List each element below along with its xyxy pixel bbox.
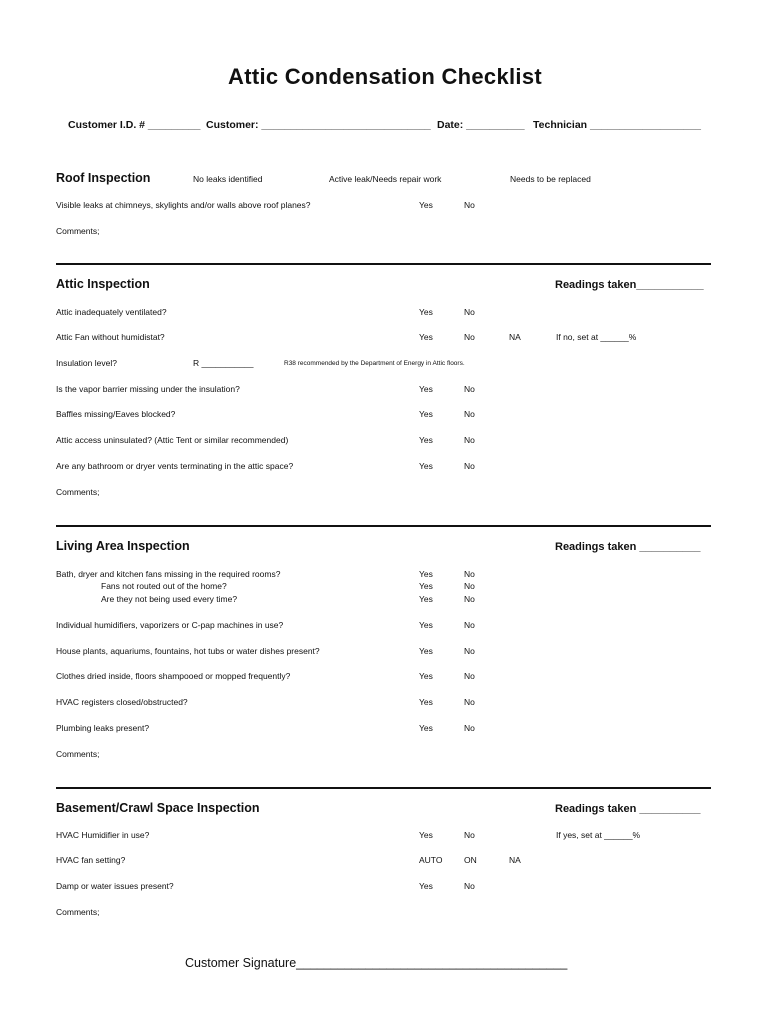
customer-id-field[interactable]: Customer I.D. # _________ xyxy=(68,119,201,131)
attic-q4-yes[interactable]: Yes xyxy=(419,384,433,394)
living-q2-no[interactable]: No xyxy=(464,620,475,630)
living-q1c-yes[interactable]: Yes xyxy=(419,594,433,604)
basement-comments[interactable]: Comments; xyxy=(56,907,100,917)
living-q2-yes[interactable]: Yes xyxy=(419,620,433,630)
attic-readings-taken[interactable]: Readings taken___________ xyxy=(555,279,704,291)
roof-question-visible-leaks: Visible leaks at chimneys, skylights and/or walls above roof planes? xyxy=(56,200,311,210)
living-question-plants: House plants, aquariums, fountains, hot tubs or water dishes present? xyxy=(56,646,320,656)
living-question-plumbing: Plumbing leaks present? xyxy=(56,723,150,733)
living-q1b-no[interactable]: No xyxy=(464,581,475,591)
page-title: Attic Condensation Checklist xyxy=(228,64,542,89)
attic-q5-no[interactable]: No xyxy=(464,409,475,419)
living-question-fans-routed: Fans not routed out of the home? xyxy=(101,581,227,591)
basement-question-fan-setting: HVAC fan setting? xyxy=(56,855,126,865)
roof-inspection-heading: Roof Inspection xyxy=(56,171,151,185)
basement-q1-yes[interactable]: Yes xyxy=(419,830,433,840)
living-question-fans-used: Are they not being used every time? xyxy=(101,594,238,604)
living-q4-no[interactable]: No xyxy=(464,671,475,681)
living-q1b-yes[interactable]: Yes xyxy=(419,581,433,591)
attic-question-insulation: Insulation level? xyxy=(56,358,117,368)
roof-option-no-leaks[interactable]: No leaks identified xyxy=(193,174,263,184)
attic-q2-no[interactable]: No xyxy=(464,332,475,342)
roof-q1-no[interactable]: No xyxy=(464,200,475,210)
section-divider xyxy=(56,525,711,527)
attic-q2-yes[interactable]: Yes xyxy=(419,332,433,342)
roof-option-replace[interactable]: Needs to be replaced xyxy=(510,174,591,184)
living-question-registers: HVAC registers closed/obstructed? xyxy=(56,697,188,707)
attic-q5-yes[interactable]: Yes xyxy=(419,409,433,419)
attic-fan-set-at[interactable]: If no, set at ______% xyxy=(556,332,637,342)
attic-q6-yes[interactable]: Yes xyxy=(419,435,433,445)
basement-fan-auto[interactable]: AUTO xyxy=(419,855,443,865)
living-readings-taken[interactable]: Readings taken __________ xyxy=(555,541,701,553)
living-q1a-no[interactable]: No xyxy=(464,569,475,579)
living-q5-no[interactable]: No xyxy=(464,697,475,707)
living-question-clothes: Clothes dried inside, floors shampooed or mopped frequently? xyxy=(56,671,291,681)
roof-q1-yes[interactable]: Yes xyxy=(419,200,433,210)
roof-option-active-leak[interactable]: Active leak/Needs repair work xyxy=(329,174,442,184)
attic-q4-no[interactable]: No xyxy=(464,384,475,394)
attic-question-baffles: Baffles missing/Eaves blocked? xyxy=(56,409,176,419)
attic-question-access: Attic access uninsulated? (Attic Tent or similar recommended) xyxy=(56,435,289,445)
section-divider xyxy=(56,787,711,789)
technician-field[interactable]: Technician ___________________ xyxy=(533,119,701,131)
attic-q6-no[interactable]: No xyxy=(464,435,475,445)
living-question-fans: Bath, dryer and kitchen fans missing in the required rooms? xyxy=(56,569,281,579)
basement-q1-no[interactable]: No xyxy=(464,830,475,840)
attic-r38-note: R38 recommended by the Department of Energy in Attic floors. xyxy=(284,360,465,367)
basement-q3-no[interactable]: No xyxy=(464,881,475,891)
living-area-heading: Living Area Inspection xyxy=(56,539,190,553)
attic-question-vents: Are any bathroom or dryer vents terminating in the attic space? xyxy=(56,461,294,471)
attic-q1-no[interactable]: No xyxy=(464,307,475,317)
attic-q1-yes[interactable]: Yes xyxy=(419,307,433,317)
basement-fan-on[interactable]: ON xyxy=(464,855,477,865)
basement-q3-yes[interactable]: Yes xyxy=(419,881,433,891)
living-question-humidifiers: Individual humidifiers, vaporizers or C-pap machines in use? xyxy=(56,620,284,630)
attic-comments[interactable]: Comments; xyxy=(56,487,100,497)
customer-signature-field[interactable]: Customer Signature_______________________________________ xyxy=(185,956,568,970)
attic-question-vapor-barrier: Is the vapor barrier missing under the insulation? xyxy=(56,384,240,394)
basement-question-humidifier: HVAC Humidifier in use? xyxy=(56,830,150,840)
basement-fan-na[interactable]: NA xyxy=(509,855,521,865)
customer-field[interactable]: Customer: _____________________________ xyxy=(206,119,431,131)
attic-inspection-heading: Attic Inspection xyxy=(56,277,150,291)
attic-q7-yes[interactable]: Yes xyxy=(419,461,433,471)
living-q1a-yes[interactable]: Yes xyxy=(419,569,433,579)
living-q4-yes[interactable]: Yes xyxy=(419,671,433,681)
living-q6-yes[interactable]: Yes xyxy=(419,723,433,733)
living-q5-yes[interactable]: Yes xyxy=(419,697,433,707)
attic-question-fan: Attic Fan without humidistat? xyxy=(56,332,165,342)
basement-readings-taken[interactable]: Readings taken __________ xyxy=(555,803,701,815)
living-q1c-no[interactable]: No xyxy=(464,594,475,604)
attic-q7-no[interactable]: No xyxy=(464,461,475,471)
basement-humidifier-set-at[interactable]: If yes, set at ______% xyxy=(556,830,641,840)
date-field[interactable]: Date: __________ xyxy=(437,119,525,131)
section-divider xyxy=(56,263,711,265)
attic-r-value-field[interactable]: R ___________ xyxy=(193,358,254,368)
basement-heading: Basement/Crawl Space Inspection xyxy=(56,801,260,815)
living-q3-no[interactable]: No xyxy=(464,646,475,656)
attic-question-ventilated: Attic inadequately ventilated? xyxy=(56,307,167,317)
attic-q2-na[interactable]: NA xyxy=(509,332,521,342)
living-comments[interactable]: Comments; xyxy=(56,749,100,759)
living-q6-no[interactable]: No xyxy=(464,723,475,733)
basement-question-damp: Damp or water issues present? xyxy=(56,881,174,891)
roof-comments[interactable]: Comments; xyxy=(56,226,100,236)
living-q3-yes[interactable]: Yes xyxy=(419,646,433,656)
